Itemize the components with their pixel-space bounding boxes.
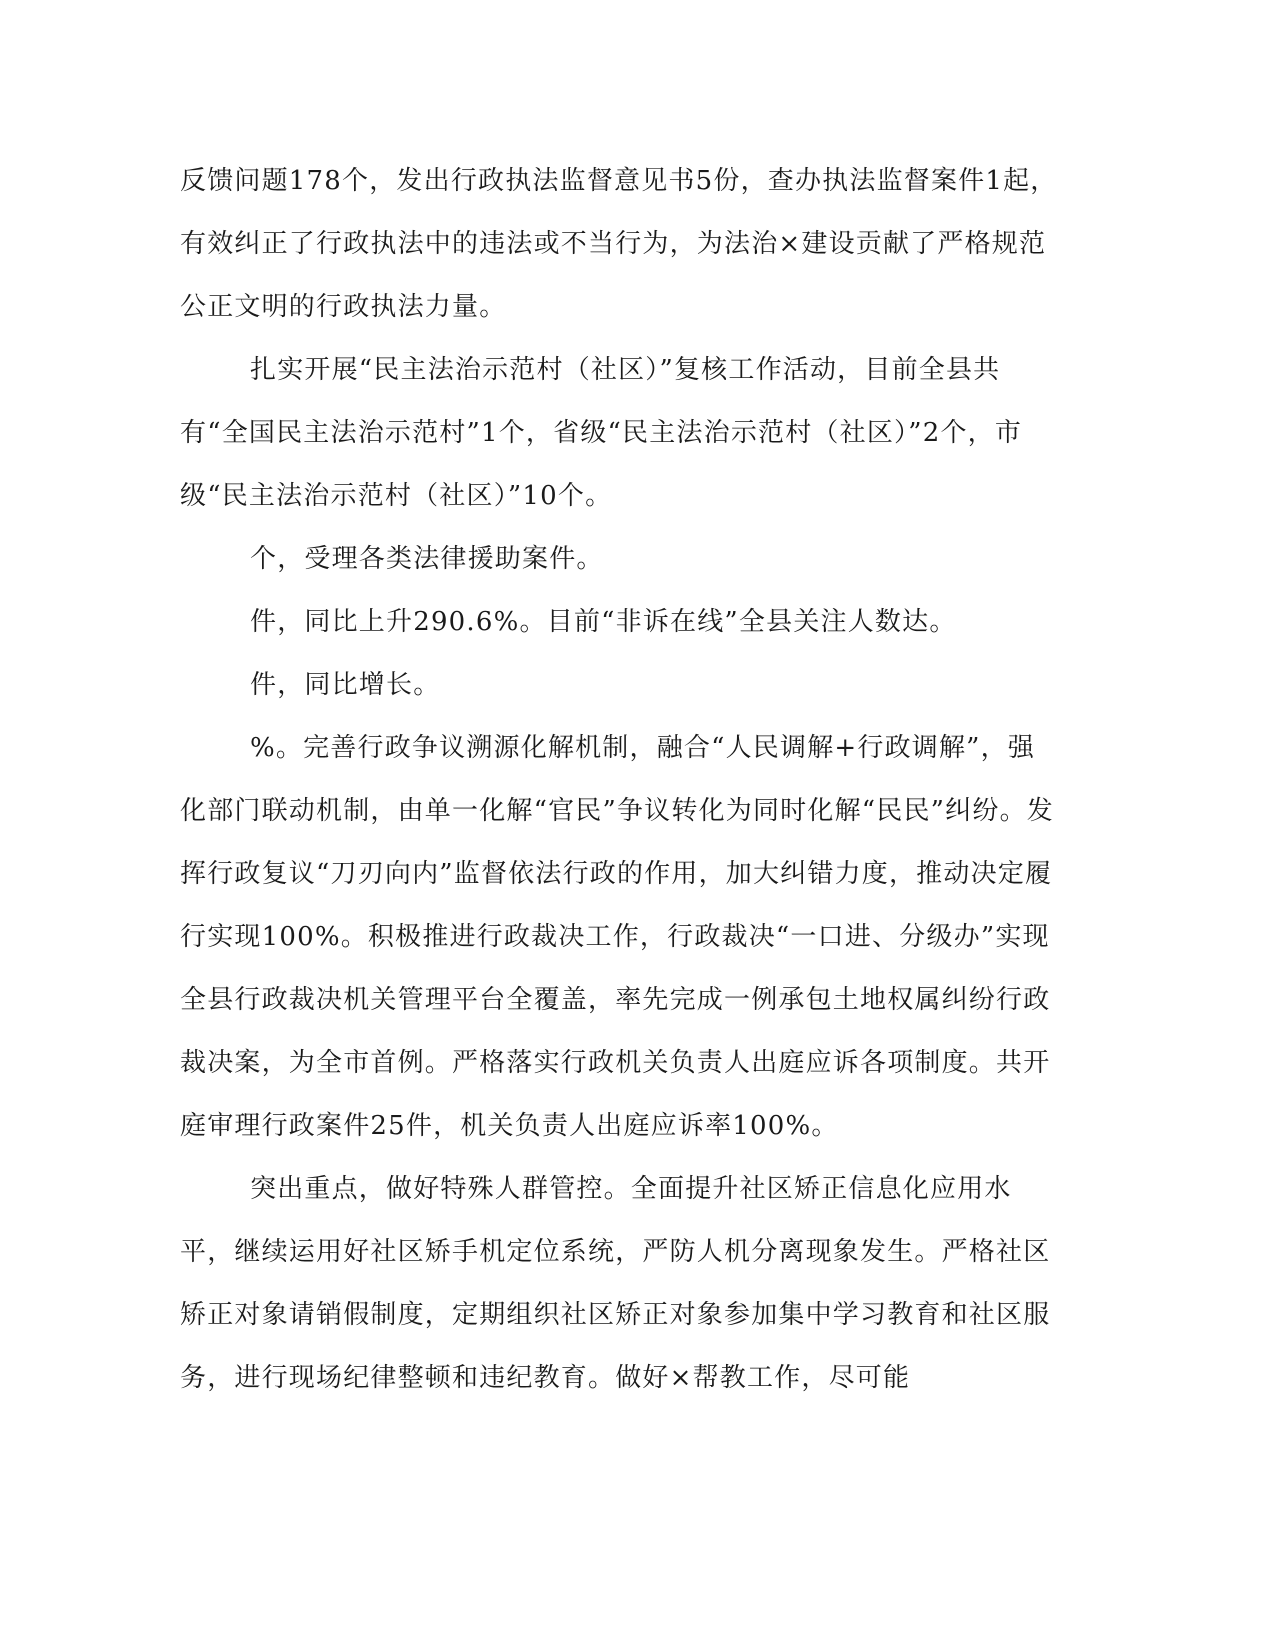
paragraph-6: %。完善行政争议溯源化解机制，融合“人民调解+行政调解”，强化部门联动机制，由单一化解“官民”争议转化为同时化解“民民”纠纷。发挥行政复议“刀刃向内”监督依法行政的作用，加大纠错力度，推动决定履行实现100%。积极推进行政裁决工作，行政裁决“一口进、分级办”实现全县行政裁决机关管理平台全覆盖，率先完成一例承包土地权属纠纷行政裁决案，为全市首例。严格落实行政机关负责人出庭应诉各项制度。共开庭审理行政案件25件，机关负责人出庭应诉率100%。 xyxy=(180,733,1054,1141)
paragraph-5: 件，同比增长。 xyxy=(250,670,441,700)
paragraph-1: 反馈问题178个，发出行政执法监督意见书5份，查办执法监督案件1起，有效纠正了行政执法中的违法或不当行为，为法治×建设贡献了严格规范公正文明的行政执法力量。 xyxy=(180,166,1058,322)
paragraph-3: 个，受理各类法律援助案件。 xyxy=(250,544,604,574)
paragraph-2: 扎实开展“民主法治示范村（社区）”复核工作活动，目前全县共有“全国民主法治示范村”1个，省级“民主法治示范村（社区）”2个，市级“民主法治示范村（社区）”10个。 xyxy=(180,355,1023,511)
paragraph-4: 件，同比上升290.6%。目前“非诉在线”全县关注人数达。 xyxy=(250,607,957,637)
document-body xyxy=(180,150,1060,1410)
paragraph-7: 突出重点，做好特殊人群管控。全面提升社区矫正信息化应用水平，继续运用好社区矫手机定位系统，严防人机分离现象发生。严格社区矫正对象请销假制度，定期组织社区矫正对象参加集中学习教育和社区服务，进行现场纪律整顿和违纪教育。做好×帮教工作，尽可能 xyxy=(180,1174,1051,1393)
